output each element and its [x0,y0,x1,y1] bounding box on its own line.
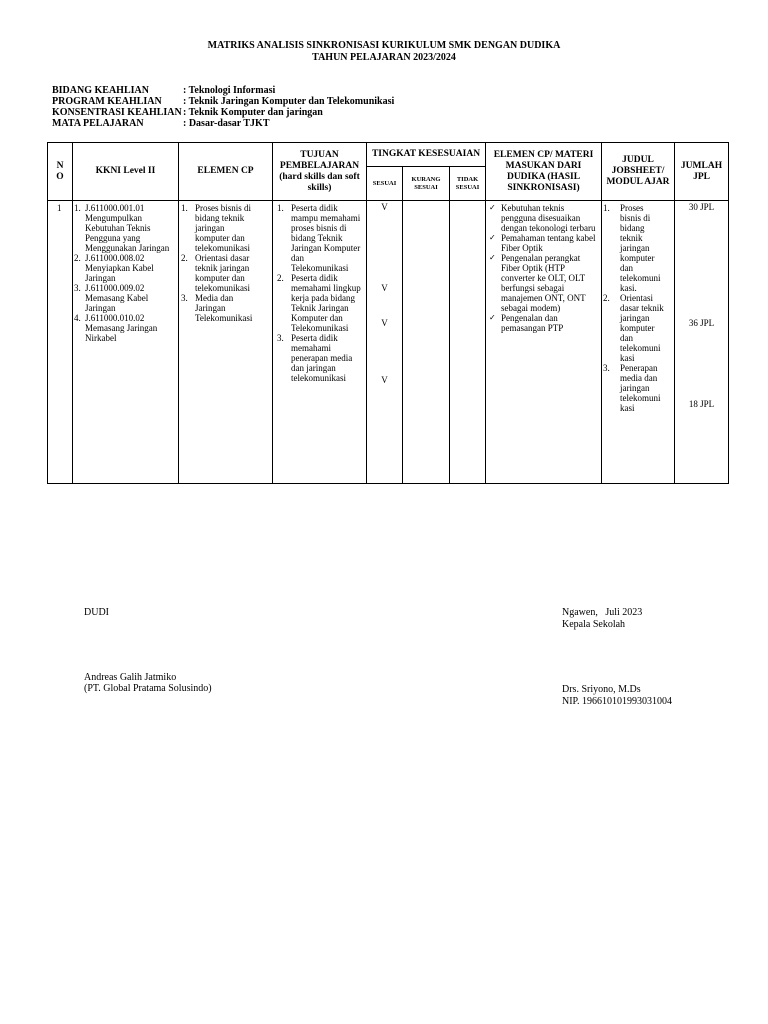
header-elemen-materi: ELEMEN CP/ MATERI MASUKAN DARI DUDIKA (HASIL SINKRONISASI) [486,143,602,201]
header-tingkat-kesesuaian: TINGKAT KESESUAIAN [367,143,486,167]
list-item: 2. J.611000.008.02 Menyiapkan Kabel Jaringan [74,253,154,283]
jpl-value: 36 JPL [688,318,715,328]
cell-sesuai [367,201,403,484]
header-elemen-cp: ELEMEN CP [179,143,273,201]
header-kkni: KKNI Level II [73,143,179,201]
check-mark: V [381,283,388,293]
cell-judul [602,201,675,484]
cell-kkni [73,201,179,484]
signature-right-name: Drs. Sriyono, M.Ds [562,684,641,695]
cell-elemen-cp [179,201,273,484]
check-mark: V [381,202,388,212]
header-kurang-sesuai: KURANG SESUAI [403,167,450,201]
list-item: 3. Penerapan media dan jaringan telekomuni kasi [603,363,661,413]
cell-kurang-sesuai [403,201,450,484]
list-item: 3. J.611000.009.02 Memasang Kabel Jaringan [74,283,149,313]
list-item: 4. J.611000.010.02 Memasang Jaringan Nirkabel [74,313,158,343]
list-item: 1. Proses bisnis di bidang teknik jaringan komputer dan telekomuni kasi. [603,203,661,293]
sync-matrix-table [47,142,729,484]
cell-tujuan [273,201,367,484]
meta-value: : Dasar-dasar TJKT [183,118,270,129]
list-item: 1. Proses bisnis di bidang teknik jaringan komputer dan telekomunikasi [181,203,252,253]
meta-label: BIDANG KEAHLIAN [52,85,149,96]
signature-left-company: (PT. Global Pratama Solusindo) [84,683,212,694]
meta-value: : Teknik Komputer dan jaringan [183,107,323,118]
header-no: NO [48,143,73,201]
meta-konsentrasi-keahlian [52,108,323,119]
cell-elemen-materi [486,201,602,484]
jpl-value: 18 JPL [688,399,715,409]
document-title: MATRIKS ANALISIS SINKRONISASI KURIKULUM SMK DENGAN DUDIKA [207,40,561,51]
list-item: ✓ Pengenalan dan pemasangan PTP [489,313,564,333]
meta-value: : Teknik Jaringan Komputer dan Telekomunikasi [183,96,395,107]
checkmark-icon: ✓ [489,253,496,262]
meta-value: : Teknologi Informasi [183,85,276,96]
list-item: 3. Media dan Jaringan Telekomunikasi [181,293,253,323]
list-item: ✓ Pengenalan perangkat Fiber Optik (HTP converter ke OLT, OLT berfungsi sebagai manajemen ONT, ONT sebagai modem) [489,253,586,313]
signature-left-org: DUDI [84,607,109,618]
list-item: 2. Orientasi dasar teknik jaringan komputer dan telekomuni kasi [603,293,664,363]
check-mark: V [381,318,388,328]
checkmark-icon: ✓ [489,313,496,322]
checkmark-icon: ✓ [489,233,496,242]
meta-bidang-keahlian [52,86,275,97]
document-subtitle: TAHUN PELAJARAN 2023/2024 [312,52,456,63]
list-item: 2. Orientasi dasar teknik jaringan komputer dan telekomunikasi [181,253,250,293]
signature-right-nip: NIP. 196610101993031004 [562,696,673,707]
cell-jumlah-jpl [675,201,729,484]
header-tujuan: TUJUAN PEMBELAJARAN (hard skills dan soft skills) [273,143,367,201]
signature-right-role: Kepala Sekolah [562,619,626,630]
list-item: 1. J.611000.001.01 Mengumpulkan Kebutuhan Teknis Pengguna yang Menggunakan Jaringan [74,203,170,253]
checkmark-icon: ✓ [489,203,496,212]
list-item: ✓ Kebutuhan teknis pengguna disesuaikan dengan tekonologi terbaru [489,203,596,233]
list-item: 1. Peserta didik mampu memahami proses bisnis di bidang Teknik Jaringan Komputer dan Telekomunikasi [277,203,361,273]
meta-label: MATA PELAJARAN [52,118,144,129]
cell-no: 1 [48,201,73,484]
check-mark: V [381,375,388,385]
table-row [48,201,729,484]
meta-program-keahlian [52,97,394,108]
header-sesuai: SESUAI [367,167,403,201]
cell-tidak-sesuai [450,201,486,484]
meta-label: KONSENTRASI KEAHLIAN [52,107,182,118]
jpl-value: 30 JPL [688,202,715,212]
list-item: 3. Peserta didik memahami penerapan media dan jaringan telekomunikasi [277,333,353,383]
signature-right-place-date: Ngawen, Juli 2023 [562,607,643,618]
header-jumlah: JUMLAH JPL [675,143,729,201]
list-item: ✓ Pemahaman tentang kabel Fiber Optik [489,233,596,253]
meta-label: PROGRAM KEAHLIAN [52,96,162,107]
header-tidak-sesuai: TIDAK SESUAI [450,167,486,201]
signature-left-name: Andreas Galih Jatmiko [84,672,177,683]
meta-mata-pelajaran [52,119,270,130]
list-item: 2. Peserta didik memahami lingkup kerja pada bidang Teknik Jaringan Komputer dan Telekomunikasi [277,273,361,333]
header-judul: JUDUL JOBSHEET/ MODUL AJAR [602,143,675,201]
